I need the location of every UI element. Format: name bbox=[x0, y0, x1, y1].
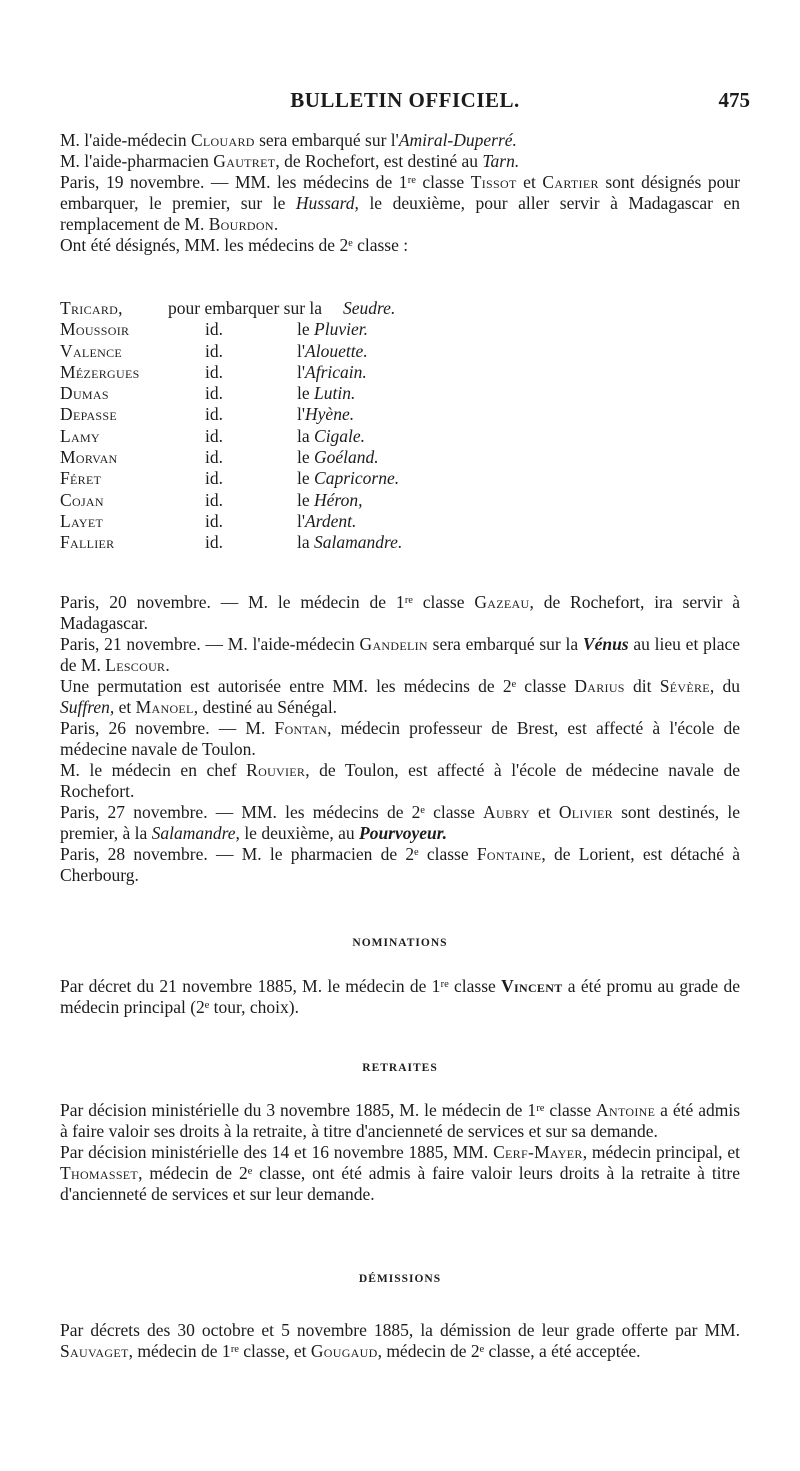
text: sont destinés, le premier, à la bbox=[60, 802, 740, 843]
ship-article: l' bbox=[297, 404, 306, 425]
text: , médecin de 1ʳᵉ classe, et bbox=[128, 1341, 311, 1361]
person-name: Tricard, bbox=[60, 298, 123, 318]
text: , médecin de 2ᵉ classe, ont été admis à faire valoir leurs droits à la retraite à titre d'ancienneté de services et sur leur demande. bbox=[60, 1163, 740, 1204]
person-name: Thomasset bbox=[60, 1163, 139, 1183]
text: a été promu au grade de médecin principal (2ᵉ tour, choix). bbox=[60, 976, 740, 1017]
ship-name: Hussard, bbox=[295, 193, 359, 213]
text: le deuxième, au bbox=[239, 823, 359, 843]
paragraph-21-novembre bbox=[60, 634, 740, 676]
text: Par décret du 21 novembre 1885, M. le médecin de 1ʳᵉ classe bbox=[60, 976, 502, 996]
ship-cell bbox=[297, 426, 365, 447]
person-name: Fontan bbox=[274, 718, 328, 738]
paragraph-20-novembre bbox=[60, 592, 740, 634]
text: , médecin principal, et bbox=[582, 1142, 740, 1162]
text: , du bbox=[709, 676, 740, 696]
nominations-section bbox=[60, 976, 740, 1018]
text: Paris, 26 novembre. — M. bbox=[60, 718, 275, 738]
person-name: Cerf-Mayer bbox=[493, 1142, 583, 1162]
paragraph-antoine bbox=[60, 1100, 740, 1142]
text: dit bbox=[624, 676, 660, 696]
ship-name: Seudre. bbox=[343, 298, 396, 318]
paragraph-27-novembre bbox=[60, 802, 740, 844]
ship-article: le bbox=[297, 383, 310, 404]
ship-article: le bbox=[297, 447, 310, 468]
assignment-row bbox=[60, 383, 480, 404]
ship-name: Pluvier. bbox=[314, 319, 368, 340]
text: Paris, 19 novembre. — MM. les médecins de 1ʳᵉ classe bbox=[60, 172, 471, 192]
ship-article: l' bbox=[297, 510, 306, 531]
person-name: Gougaud bbox=[310, 1341, 378, 1361]
person-name: Morvan bbox=[60, 447, 118, 468]
text: Paris, 28 novembre. — M. le pharmacien de 2ᵉ classe bbox=[60, 844, 477, 864]
assignment-list bbox=[60, 298, 480, 554]
text: , de Lorient, est détaché à Cherbourg. bbox=[60, 844, 740, 885]
paragraph-cerf-mayer bbox=[60, 1142, 740, 1205]
paragraph-designes: Ont été désignés, MM. les médecins de 2ᵉ classe : bbox=[60, 235, 409, 255]
ship-name: Pourvoyeur. bbox=[359, 823, 447, 843]
person-name: Mézergues bbox=[60, 361, 140, 382]
person-name: Clouard bbox=[190, 130, 255, 150]
text: Par décision ministérielle des 14 et 16 novembre 1885, MM. bbox=[60, 1142, 494, 1162]
page-header bbox=[60, 88, 750, 122]
assignment-row bbox=[60, 532, 480, 553]
paragraph-vincent bbox=[60, 976, 740, 1018]
text: M. l'aide-pharmacien bbox=[60, 151, 214, 171]
text: Par décrets des 30 octobre et 5 novembre 1885, la démission de leur grade offerte par MM. bbox=[60, 1320, 740, 1340]
ship-name: Alouette. bbox=[305, 340, 368, 361]
retraites-heading: RETRAITES bbox=[362, 1062, 438, 1074]
text: Paris, 27 novembre. — MM. les médecins de 2ᵉ classe bbox=[60, 802, 484, 822]
person-name: Sauvaget bbox=[60, 1341, 129, 1361]
text: sera embarqué sur la bbox=[427, 634, 583, 654]
ship-article: le bbox=[297, 489, 310, 510]
text: , destiné au Sénégal. bbox=[193, 697, 338, 717]
opening-section bbox=[60, 130, 740, 256]
person-name: Vincent bbox=[501, 976, 563, 996]
person-name: Sévère bbox=[659, 676, 710, 696]
ship-name: Hyène. bbox=[305, 404, 355, 425]
ship-cell bbox=[297, 447, 379, 468]
person-name: Gautret bbox=[213, 151, 276, 171]
text: Paris, 21 novembre. — M. l'aide-médecin bbox=[60, 634, 360, 654]
person-name: Lescour bbox=[105, 655, 166, 675]
text: au lieu et place de M. bbox=[60, 634, 740, 675]
person-name: Antoine bbox=[596, 1100, 656, 1120]
assignment-verb: id. bbox=[205, 319, 223, 340]
person-name: Gandelin bbox=[359, 634, 428, 654]
person-name: Cartier bbox=[542, 172, 599, 192]
text: , de Toulon, est affecté à l'école de médecine navale de Rochefort. bbox=[60, 760, 740, 801]
person-name: Fallier bbox=[60, 532, 115, 553]
person-name: Moussoir bbox=[60, 319, 130, 340]
text: . bbox=[273, 214, 279, 234]
ship-name: Salamandre. bbox=[314, 532, 403, 553]
ship-cell bbox=[297, 383, 355, 404]
nominations-heading: NOMINATIONS bbox=[352, 937, 448, 949]
ship-name: Goéland. bbox=[314, 447, 379, 468]
person-name: Cojan bbox=[60, 489, 104, 510]
ship-name: Suffren, bbox=[60, 697, 115, 717]
assignment-row bbox=[60, 404, 480, 425]
person-name: Tissot bbox=[470, 172, 517, 192]
ship-cell bbox=[297, 319, 368, 340]
person-name: Gazeau bbox=[474, 592, 530, 612]
ship-name: Cigale. bbox=[314, 425, 366, 446]
ship-name: Héron, bbox=[314, 489, 363, 510]
assignment-verb: id. bbox=[205, 361, 223, 382]
assignment-row bbox=[60, 426, 480, 447]
assignment-verb: id. bbox=[205, 468, 223, 489]
text: et bbox=[516, 172, 543, 192]
paragraph-19-novembre bbox=[60, 172, 740, 235]
text: et bbox=[114, 697, 136, 717]
ship-article: l' bbox=[297, 361, 306, 382]
assignment-verb: id. bbox=[205, 489, 223, 510]
assignment-verb: id. bbox=[205, 447, 223, 468]
person-name: Depasse bbox=[60, 404, 117, 425]
ship-name: Africain. bbox=[305, 361, 367, 382]
ship-article: le bbox=[297, 319, 310, 340]
assignment-row bbox=[60, 362, 480, 383]
person-name: Layet bbox=[60, 510, 104, 531]
ship-article: l' bbox=[297, 340, 306, 361]
assignment-verb: id. bbox=[205, 425, 223, 446]
text: , médecin professeur de Brest, est affecté à l'école de médecine navale de Toulon. bbox=[60, 718, 740, 759]
assignment-row bbox=[60, 490, 480, 511]
assignment-verb: pour embarquer sur la bbox=[168, 298, 323, 318]
person-name: Fontaine bbox=[476, 844, 542, 864]
ship-cell bbox=[297, 341, 368, 362]
ship-name: Tarn. bbox=[482, 151, 520, 171]
ship-name: Vénus bbox=[582, 634, 629, 654]
assignment-row bbox=[60, 447, 480, 468]
paragraph-gautret bbox=[60, 151, 740, 172]
person-name: Bourdon bbox=[208, 214, 274, 234]
assignment-verb: id. bbox=[205, 510, 223, 531]
person-name: Féret bbox=[60, 468, 102, 489]
person-name: Darius bbox=[574, 676, 625, 696]
text: sont désignés pour embarquer, le premier, sur le bbox=[60, 172, 740, 213]
ship-name: Capricorne. bbox=[314, 468, 400, 489]
text: Par décision ministérielle du 3 novembre 1885, M. le médecin de 1ʳᵉ classe bbox=[60, 1100, 597, 1120]
ship-name: Lutin. bbox=[314, 383, 356, 404]
paragraph-permutation bbox=[60, 676, 740, 718]
retraites-section bbox=[60, 1100, 740, 1205]
later-section bbox=[60, 592, 740, 886]
assignment-verb: id. bbox=[205, 340, 223, 361]
ship-cell bbox=[297, 490, 362, 511]
ship-cell bbox=[297, 468, 399, 489]
paragraph-clouard bbox=[60, 130, 740, 151]
running-title: BULLETIN OFFICIEL. bbox=[290, 88, 520, 112]
paragraph-demission bbox=[60, 1320, 740, 1362]
text: . bbox=[165, 655, 170, 675]
paragraph-28-novembre bbox=[60, 844, 740, 886]
person-name: Valence bbox=[60, 340, 123, 361]
ship-cell bbox=[297, 532, 402, 553]
ship-name: Ardent. bbox=[305, 510, 357, 531]
text: , médecin de 2ᵉ classe, a été acceptée. bbox=[377, 1341, 641, 1361]
person-name: Dumas bbox=[60, 383, 109, 404]
assignment-verb: id. bbox=[205, 404, 223, 425]
text: , de Rochefort, ira servir à Madagascar. bbox=[60, 592, 741, 633]
person-name: Olivier bbox=[558, 802, 613, 822]
assignment-row bbox=[60, 298, 480, 319]
assignment-row bbox=[60, 468, 480, 489]
text: Une permutation est autorisée entre MM. les médecins de 2ᵉ classe bbox=[60, 676, 575, 696]
assignment-verb: id. bbox=[205, 383, 223, 404]
text: a été admis à faire valoir ses droits à la retraite, à titre d'ancienneté de services et sur sa demande. bbox=[60, 1100, 741, 1141]
text: sera embarqué sur l' bbox=[254, 130, 399, 150]
text: M. l'aide-médecin bbox=[60, 130, 191, 150]
assignment-row bbox=[60, 341, 480, 362]
ship-article: la bbox=[297, 425, 310, 446]
text: Paris, 20 novembre. — M. le médecin de 1ʳᵉ classe bbox=[60, 592, 475, 612]
paragraph-26-novembre bbox=[60, 718, 740, 760]
text: , de Rochefort, est destiné au bbox=[275, 151, 483, 171]
assignment-row bbox=[60, 511, 480, 532]
person-name: Lamy bbox=[60, 425, 100, 446]
ship-cell bbox=[297, 362, 367, 383]
ship-name: Amiral-Duperré. bbox=[398, 130, 517, 150]
demissions-heading: DÉMISSIONS bbox=[358, 1273, 442, 1285]
ship-name: Salamandre, bbox=[151, 823, 240, 843]
ship-cell bbox=[297, 404, 354, 425]
person-name: Rouvier bbox=[246, 760, 306, 780]
assignment-verb: id. bbox=[205, 532, 223, 553]
page-number: 475 bbox=[718, 88, 750, 112]
person-name: Aubry bbox=[483, 802, 530, 822]
ship-article: la bbox=[297, 532, 310, 553]
paragraph-rouvier bbox=[60, 760, 740, 802]
text: M. le médecin en chef bbox=[60, 760, 247, 780]
assignment-row bbox=[60, 319, 480, 340]
ship-cell bbox=[297, 511, 356, 532]
ship-article: le bbox=[297, 468, 310, 489]
text: le deuxième, pour aller servir à Madagascar en remplacement de M. bbox=[60, 193, 741, 234]
demissions-section bbox=[60, 1320, 740, 1362]
person-name: Manoel bbox=[135, 697, 194, 717]
text: et bbox=[529, 802, 559, 822]
